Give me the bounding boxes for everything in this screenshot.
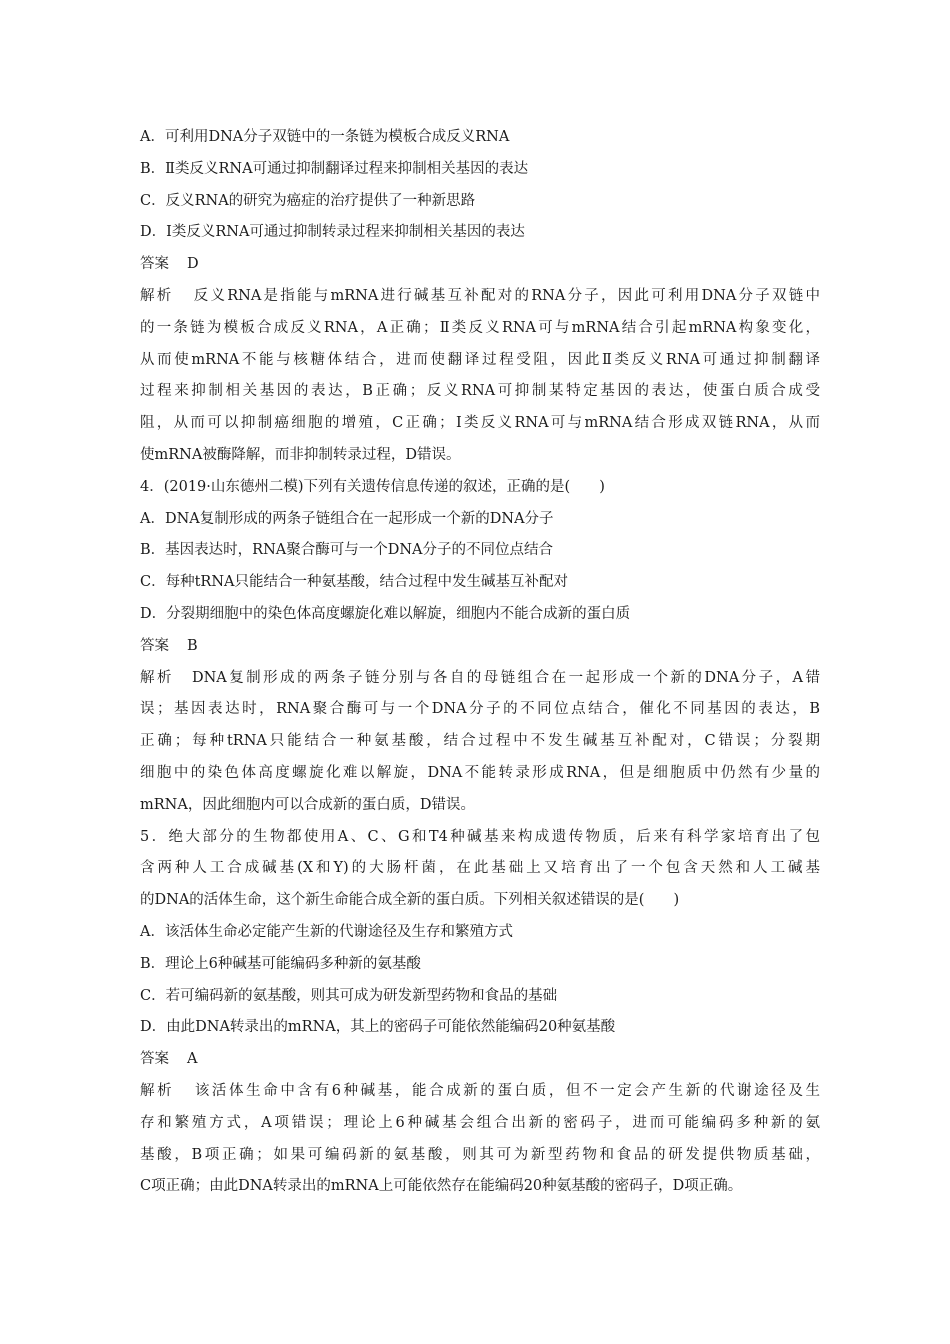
question-stem: 5．绝大部分的生物都使用A、C、G和T4种碱基来构成遗传物质，后来有科学家培育出了包 (140, 828, 820, 845)
option-b: B．基因表达时，RNA聚合酶可与一个DNA分子的不同位点结合 (140, 542, 554, 559)
analysis-label: 解析 (140, 287, 174, 304)
answer-line (140, 631, 820, 663)
analysis-line: 解析 DNA复制形成的两条子链分别与各自的母链组合在一起形成一个新的DNA分子，A错 (140, 669, 820, 686)
answer-label: 答案 (140, 1051, 169, 1068)
answer-line (140, 1044, 820, 1076)
analysis-label: 解析 (140, 1082, 175, 1099)
analysis-line: 的一条链为模板合成反义RNA，A正确；Ⅱ类反义RNA可与mRNA结合引起mRNA构象变化， (140, 319, 820, 336)
answer-value: D (187, 256, 199, 273)
answer-value: B (187, 637, 198, 654)
document-page (140, 122, 820, 1203)
analysis-line: C项正确；由此DNA转录出的mRNA上可能依然存在能编码20种氨基酸的密码子，D项正确。 (140, 1178, 743, 1195)
option-c: C．若可编码新的氨基酸，则其可成为研发新型药物和食品的基础 (140, 987, 558, 1004)
option-d: D．分裂期细胞中的染色体高度螺旋化难以解旋，细胞内不能合成新的蛋白质 (140, 605, 631, 622)
question-stem: 4．(2019·山东德州二模)下列有关遗传信息传递的叙述，正确的是( ) (140, 478, 605, 495)
option-b: B．理论上6种碱基可能编码多种新的氨基酸 (140, 955, 421, 972)
analysis-line: 从而使mRNA不能与核糖体结合，进而使翻译过程受阻，因此Ⅱ类反义RNA可通过抑制翻译 (140, 351, 820, 368)
analysis-line: 解析 反义RNA是指能与mRNA进行碱基互补配对的RNA分子，因此可利用DNA分子双链中 (140, 287, 820, 304)
question-stem: 的DNA的活体生命，这个新生命能合成全新的蛋白质。下列相关叙述错误的是( ) (140, 892, 680, 909)
analysis-line: 阻，从而可以抑制癌细胞的增殖，C正确；Ⅰ类反义RNA可与mRNA结合形成双链RNA，从而 (140, 415, 820, 432)
option-c: C．反义RNA的研究为癌症的治疗提供了一种新思路 (140, 192, 476, 209)
analysis-line: 解析 该活体生命中含有6种碱基，能合成新的蛋白质，但不一定会产生新的代谢途径及生 (140, 1082, 820, 1099)
analysis-line: 过程来抑制相关基因的表达，B正确；反义RNA可抑制某特定基因的表达，使蛋白质合成受 (140, 383, 820, 400)
analysis-label: 解析 (140, 669, 174, 686)
option-a: A．可利用DNA分子双链中的一条链为模板合成反义RNA (140, 129, 510, 145)
analysis-line: 基酸，B项正确；如果可编码新的氨基酸，则其可为新型药物和食品的研发提供物质基础， (140, 1146, 820, 1163)
option-d: D．Ⅰ类反义RNA可通过抑制转录过程来抑制相关基因的表达 (140, 224, 525, 241)
analysis-line: mRNA，因此细胞内可以合成新的蛋白质，D错误。 (140, 796, 475, 813)
question-4 (140, 472, 820, 822)
question-stem: 含两种人工合成碱基(X和Y)的大肠杆菌，在此基础上又培育出了一个包含天然和人工碱基 (140, 860, 820, 877)
analysis-line: 误；基因表达时，RNA聚合酶可与一个DNA分子的不同位点结合，催化不同基因的表达，B (140, 701, 820, 718)
answer-value: A (187, 1051, 198, 1068)
answer-line (140, 249, 820, 281)
option-c: C．每种tRNA只能结合一种氨基酸，结合过程中发生碱基互补配对 (140, 574, 568, 591)
option-a: A．该活体生命必定能产生新的代谢途径及生存和繁殖方式 (140, 923, 513, 940)
answer-label: 答案 (140, 637, 169, 654)
question-5 (140, 822, 820, 1204)
analysis-line: 正确；每种tRNA只能结合一种氨基酸，结合过程中不发生碱基互补配对，C错误；分裂期 (140, 733, 820, 750)
analysis-line: 细胞中的染色体高度螺旋化难以解旋，DNA不能转录形成RNA，但是细胞质中仍然有少量的 (140, 764, 820, 781)
option-a: A．DNA复制形成的两条子链组合在一起形成一个新的DNA分子 (140, 510, 554, 527)
analysis-line: 存和繁殖方式，A项错误；理论上6种碱基会组合出新的密码子，进而可能编码多种新的氨 (140, 1114, 820, 1131)
question-3 (140, 122, 820, 472)
option-b: B．Ⅱ类反义RNA可通过抑制翻译过程来抑制相关基因的表达 (140, 160, 529, 177)
answer-label: 答案 (140, 256, 169, 273)
option-d: D．由此DNA转录出的mRNA，其上的密码子可能依然能编码20种氨基酸 (140, 1019, 616, 1036)
analysis-line: 使mRNA被酶降解，而非抑制转录过程，D错误。 (140, 446, 461, 463)
